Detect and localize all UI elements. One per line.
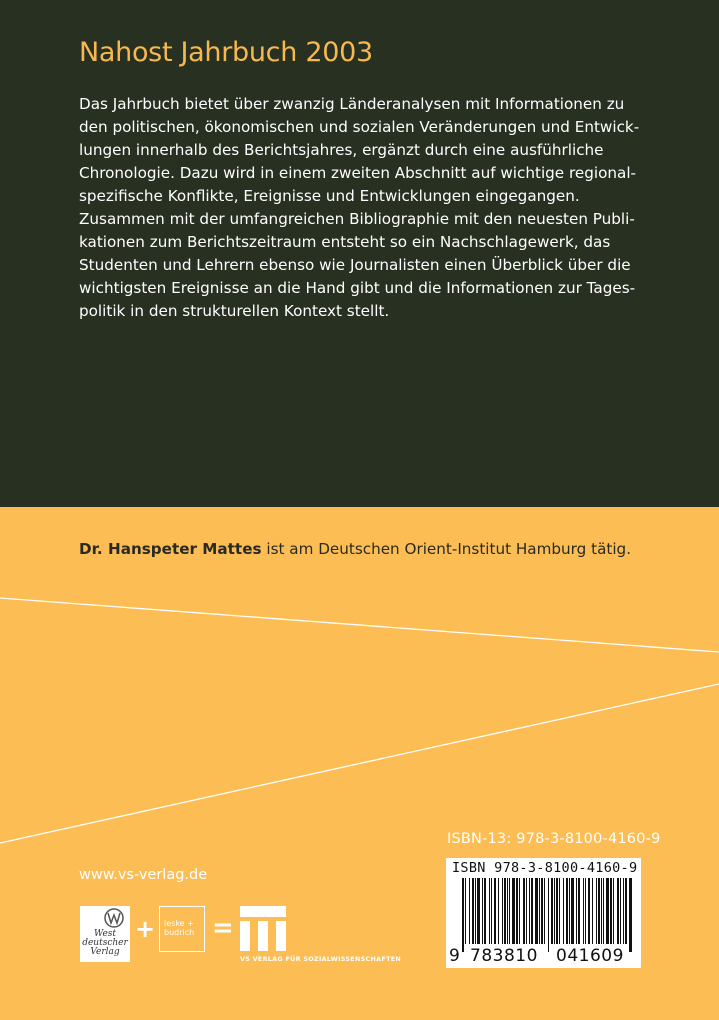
barcode-bar — [482, 878, 483, 944]
barcode-bar — [489, 878, 490, 944]
description-line: kationen zum Berichtszeitraum entsteht so ein Nachschlagewerk, das — [79, 233, 611, 251]
barcode-bar — [507, 878, 508, 944]
barcode-bar — [504, 878, 506, 944]
barcode-bar — [620, 878, 621, 944]
barcode-bar — [469, 878, 470, 944]
barcode-bar — [544, 878, 545, 944]
vs-verlag-logo — [240, 906, 290, 952]
barcode-bar — [498, 878, 499, 944]
author-name: Dr. Hanspeter Mattes — [79, 540, 262, 558]
barcode-bar — [475, 878, 476, 944]
barcode-bar — [516, 878, 518, 944]
barcode-bar — [484, 878, 486, 944]
barcode-bar — [583, 878, 584, 944]
book-title: Nahost Jahrbuch 2003 — [79, 37, 373, 68]
description-line: wichtigsten Ereignisse an die Hand gibt und die Informationen zur Tages- — [79, 279, 636, 297]
isbn-label: ISBN-13: 978-3-8100-4160-9 — [447, 831, 661, 847]
barcode-digits-right: 041609 — [556, 946, 624, 966]
barcode-bar — [551, 878, 553, 944]
barcode-bar — [465, 878, 466, 944]
description-line: spezifische Konflikte, Ereignisse und Entwicklungen eingegangen. — [79, 187, 580, 205]
barcode-bar — [598, 878, 600, 944]
barcode-bar — [502, 878, 503, 944]
decorative-line-1 — [0, 598, 719, 652]
barcode-bar — [529, 878, 530, 944]
barcode-bar — [462, 878, 464, 952]
barcode-bar — [613, 878, 614, 944]
barcode-bar — [610, 878, 612, 944]
description-line: Chronologie. Dazu wird in einem zweiten Abschnitt auf wichtige regional- — [79, 164, 637, 182]
publisher-url: www.vs-verlag.de — [79, 867, 208, 883]
barcode-bar — [556, 878, 558, 944]
description-line: Das Jahrbuch bietet über zwanzig Länderanalysen mit Informationen zu — [79, 95, 625, 113]
barcode-digit-first: 9 — [449, 946, 461, 966]
barcode-digits-left: 783810 — [470, 946, 538, 966]
barcode-bar — [541, 878, 543, 944]
barcode-bar — [603, 878, 604, 944]
barcode-bar — [491, 878, 492, 944]
equals-sign: = — [212, 913, 234, 943]
barcode-bar — [596, 878, 597, 944]
barcode-bar — [588, 878, 590, 944]
barcode-bar — [535, 878, 538, 944]
barcode-bar — [601, 878, 602, 944]
barcode-bar — [477, 878, 480, 944]
barcode-isbn-text: ISBN 978-3-8100-4160-9 — [452, 860, 638, 876]
barcode-bar — [554, 878, 555, 944]
leske-budrich-text: leske + budrich — [164, 919, 195, 937]
description-line: den politischen, ökonomischen und sozialen Veränderungen und Entwick- — [79, 118, 640, 136]
barcode-bar — [472, 878, 474, 944]
vs-verlag-caption: VS VERLAG FÜR SOZIALWISSENSCHAFTEN — [240, 955, 402, 963]
westdeutscher-verlag-logo — [80, 906, 130, 962]
description-line: politik in den strukturellen Kontext stellt. — [79, 302, 390, 320]
barcode-bar — [629, 878, 632, 952]
barcode-bar — [592, 878, 593, 944]
barcode-bar — [566, 878, 568, 944]
plus-sign: + — [135, 915, 156, 943]
wv-emblem-icon — [80, 906, 130, 930]
barcode-bar — [576, 878, 577, 944]
barcode-bar — [512, 878, 515, 944]
decorative-line-2 — [0, 684, 719, 843]
barcode-bar — [509, 878, 510, 944]
westdeutscher-text: West deutscher Verlag — [82, 929, 128, 957]
barcode-bar — [585, 878, 586, 944]
barcode-bar — [625, 878, 627, 944]
isbn-barcode — [446, 858, 641, 968]
barcode-bar — [578, 878, 580, 944]
description-line: Zusammen mit der umfangreichen Bibliographie mit den neuesten Publi- — [79, 210, 635, 228]
barcode-bar — [548, 878, 549, 952]
description-line: Studenten und Lehrern ebenso wie Journalisten einen Überblick über die — [79, 256, 631, 274]
barcode-bar — [563, 878, 564, 944]
barcode-bar — [519, 878, 520, 944]
barcode-bar — [494, 878, 496, 944]
barcode-bar — [559, 878, 560, 944]
barcode-bar — [617, 878, 619, 944]
barcode-bar — [571, 878, 574, 944]
barcode-bar — [523, 878, 525, 944]
barcode-bar — [539, 878, 540, 944]
leske-budrich-logo — [159, 906, 205, 952]
author-note — [79, 540, 631, 558]
barcode-bar — [606, 878, 609, 944]
author-affiliation: ist am Deutschen Orient-Institut Hamburg tätig. — [261, 540, 632, 558]
description-line: lungen innerhalb des Berichtsjahres, ergänzt durch eine ausführliche — [79, 141, 604, 159]
barcode-bar — [623, 878, 624, 944]
barcode-bar — [531, 878, 533, 944]
barcode-bar — [569, 878, 570, 944]
barcode-digits — [446, 946, 641, 968]
barcode-bar — [526, 878, 527, 944]
